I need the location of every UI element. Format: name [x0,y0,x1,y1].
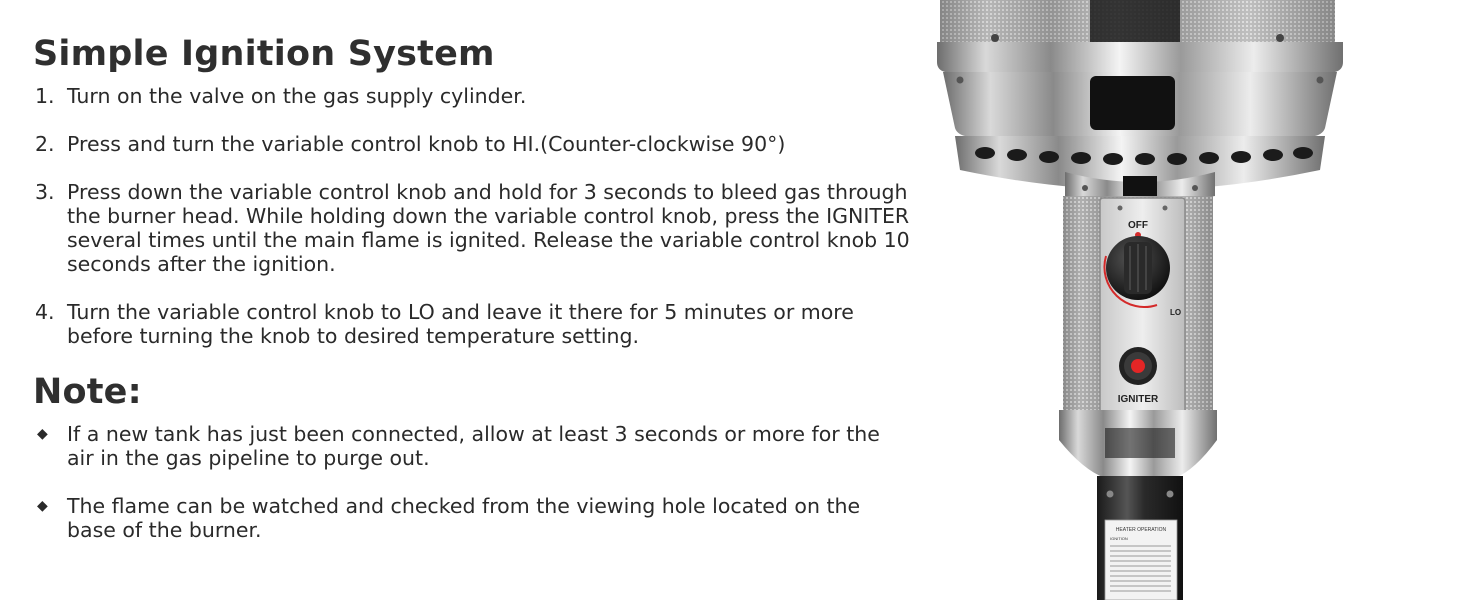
step-number: 4. [35,300,55,324]
notes-list [33,422,913,542]
diamond-bullet-icon: ◆ [37,426,48,442]
burner-housing [937,34,1343,203]
note-item [33,494,913,542]
steps-list [33,84,913,348]
igniter-label: IGNITER [1117,394,1159,405]
step-item [33,132,913,156]
step-number: 1. [35,84,55,108]
instructions [33,30,913,542]
top-mesh-band [940,0,1335,45]
note-text: The flame can be watched and checked from the viewing hole located on the base of the burner. [67,494,861,542]
note-text: If a new tank has just been connected, allow at least 3 seconds or more for the air in the gas pipeline to purge out. [67,422,880,470]
plate-subtitle: IGNITION [1110,536,1128,541]
off-label: OFF [1128,220,1148,231]
step-text: Press down the variable control knob and hold for 3 seconds to bleed gas through the burner head. While holding down the variable control knob, press the IGNITER several times until the main flame is ignited. Release the variable control knob 10 seconds after the ignition. [67,180,910,276]
step-text: Press and turn the variable control knob to HI.(Counter-clockwise 90°) [67,132,786,156]
note-title: Note: [33,372,142,412]
lower-collar [1059,410,1217,478]
step-item [33,84,913,108]
diamond-bullet-icon: ◆ [37,498,48,514]
igniter-button [1118,347,1159,405]
step-text: Turn on the valve on the gas supply cylinder. [67,84,527,108]
plate-title: HEATER OPERATION [1115,527,1167,533]
steps-title: Simple Ignition System [33,34,495,74]
step-text: Turn the variable control knob to LO and leave it there for 5 minutes or more before turning the knob to desired temperature setting. [67,300,854,348]
step-number: 2. [35,132,55,156]
step-item [33,300,913,348]
patio-heater-illustration [925,0,1355,600]
lo-label: LO [1170,308,1182,317]
note-item [33,422,913,470]
heater-pole [1097,476,1183,600]
step-number: 3. [35,180,55,204]
step-item [33,180,913,276]
